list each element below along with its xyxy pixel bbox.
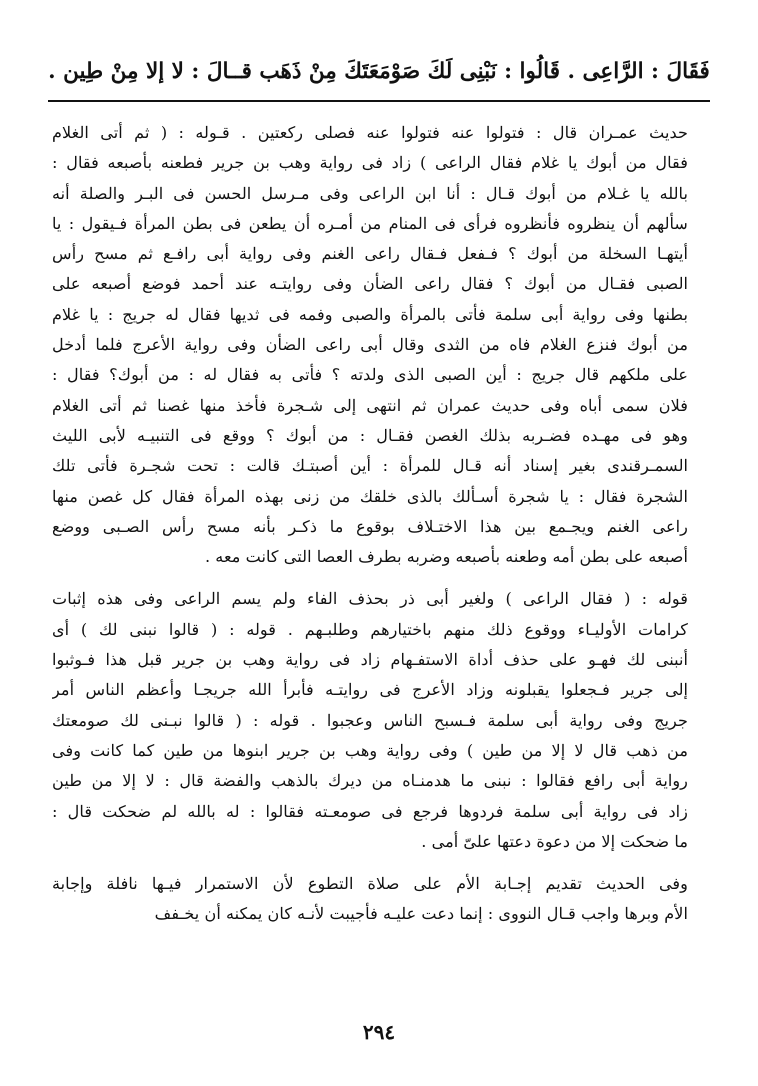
text-line: فقال من أبوك يا غلام فقال الراعى ) زاد فى رواية وهب بن جرير فطعنه بأصبعه فقال : <box>52 153 688 173</box>
text-line: زاد فى رواية أبى سلمة فردوها فرجع فى صومعـته فقالوا : له بالله لم ضحكت قال : <box>52 801 688 821</box>
text-line: الشجرة فقال : يا شجرة أسـألك بالذى خلقك من زنى بهذه المرأة فقال كل غصن منها <box>52 486 688 506</box>
text-line: سألهم أن ينظروه فأنظروه فرأى فى المنام من أمـره أن يطعن فى بطن المرأة فـيقول : يا <box>52 213 688 233</box>
text-line: الأم وبرها واجب قـال النووى : إنما دعت عليـه فأجيبت لأنـه كان يمكنه أن يخـفف <box>154 904 688 924</box>
text-line: بطنها وفى رواية أبى سلمة فأتى بالمرأة والصبى وفمه فى ثديها فقال له جريج : يا غلام <box>52 304 688 324</box>
text-line: أصبعه على بطن أمه وطعنه بأصبعه وضربه بطرف العصا التى كانت معه . <box>205 547 688 567</box>
text-line: رواية أبى رافع فقالوا : نبنى ما هدمنـاه من ديرك بالذهب والفضة قال : لا إلا من طين <box>52 771 688 791</box>
text-line: ما ضحكت إلا من دعوة دعتها علىّ أمى . <box>421 831 688 851</box>
text-line: وهو فى مهـده فضـربه بذلك الغصن فقـال : من أبوك ؟ ووقع فى التنبيـه لأبى الليث <box>52 425 688 445</box>
paragraph <box>52 584 710 857</box>
text-line: الصبى فقـال من أبوك ؟ فقال راعى الضأن وفى روايتـه عند أحمد فوضع أصبعه على <box>52 274 688 294</box>
text-line: كرامات الأوليـاء ووقوع ذلك منهم باختيارهم وطلبـهم . قوله : ( قالوا نبنى لك ) أى <box>52 619 688 639</box>
paragraph <box>52 869 710 930</box>
body-text <box>52 118 710 942</box>
text-line: قوله : ( فقال الراعى ) ولغير أبى ذر بحذف الفاء ولم يسم الراعى وفى هذه إثبات <box>52 589 688 609</box>
text-line: أنبنى لك فهـو على حذف أداة الاستفـهام زاد فى رواية وهب بن جرير قبل هذا فـوثبوا <box>52 650 688 670</box>
text-line: جريج وفى رواية أبى سلمة فـسبح الناس وعجبوا . قوله : ( قالوا نبـنى لك صومعتك <box>52 710 688 730</box>
text-line: حديث عمـران قال : فتولوا عنه فتولوا عنه فصلى ركعتين . قـوله : ( ثم أتى الغلام <box>52 123 688 142</box>
header-rule <box>48 100 710 102</box>
text-line: من أبوك فنزع الغلام فاه من الثدى وقال أبى راعى الضأن وفى رواية الأعرج فلما أدخل <box>52 335 688 355</box>
text-line: إلى جرير فـجعلوا يقبلونه وزاد الأعرج فى روايتـه فأبرأ الله جريجـا وأعظم الناس أمر <box>52 680 688 700</box>
text-line: راعى الغنم ويجـمع بين هذا الاختـلاف بوقوع ما ذكـر بأنه مسح رأس الصـبى ووضع <box>52 516 688 536</box>
paragraph <box>52 118 710 572</box>
page-number: ٢٩٤ <box>362 1020 396 1044</box>
text-line: السمـرقندى بغير إسناد أنه قـال للمرأة : أين أصبتـك قالت : تحت شجـرة فأتى تلك <box>52 456 688 476</box>
text-line: وفى الحديث تقديم إجـابة الأم على صلاة التطوع لأن الاستمرار فيـها نافلة وإجابة <box>52 874 688 894</box>
running-header: فَقَالَ : الرَّاعِى . قَالُوا : نَبْنِى لَكَ صَوْمَعَتَكَ مِنْ ذَهَب قــالَ : لا إلا مِنْ طِين . <box>48 59 710 84</box>
text-line: بالله يا غـلام من أبوك قـال : أنا ابن الراعى وفى مـرسل الحسن فى البـر والصلة أنه <box>52 183 688 203</box>
text-line: على ملكهم قال جريج : أين الصبى الذى ولدته ؟ فأتى به فقال له : من أبوك؟ فقال : <box>52 365 688 385</box>
text-line: من ذهب قال لا إلا من طين ) وفى رواية وهب بن جرير ابنوها من طين كما كانت وفى <box>52 740 688 760</box>
text-line: أيتهـا السخلة من أبوك ؟ فـفعل فـقال راعى الغنم وفى رواية أبى رافـع ثم مسح رأس <box>52 244 688 264</box>
text-line: فلان سمى أباه وفى حديث عمران ثم انتهى إلى شـجرة فأخذ منها غصنا ثم أتى الغلام <box>52 395 688 415</box>
